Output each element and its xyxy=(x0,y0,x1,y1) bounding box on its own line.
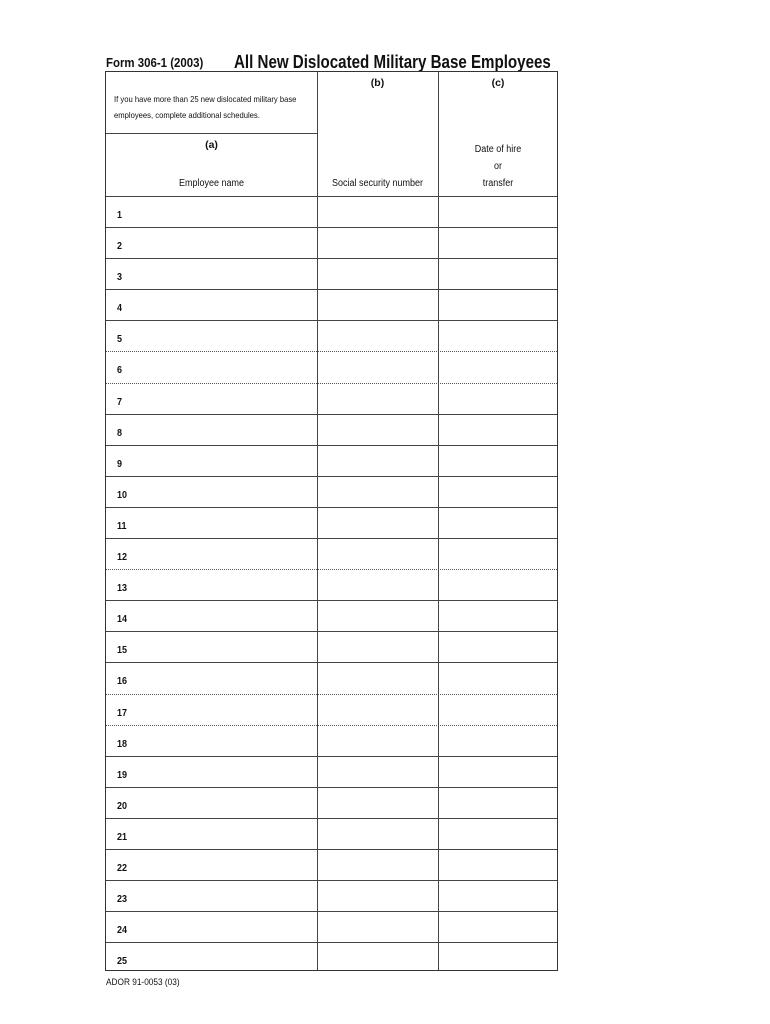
date-of-hire-cell[interactable] xyxy=(438,197,558,227)
ssn-cell[interactable] xyxy=(317,788,438,818)
date-of-hire-cell[interactable] xyxy=(438,508,558,538)
row-number: 10 xyxy=(117,489,128,501)
date-of-hire-cell[interactable] xyxy=(438,290,558,320)
ssn-cell[interactable] xyxy=(317,290,438,320)
column-b-label: Social security number xyxy=(331,178,424,189)
table-row xyxy=(106,351,557,382)
table-row xyxy=(106,445,557,476)
table-row xyxy=(106,694,557,725)
table-row xyxy=(106,818,557,849)
date-of-hire-cell[interactable] xyxy=(438,446,558,476)
row-number: 16 xyxy=(117,676,128,688)
ssn-cell[interactable] xyxy=(317,663,438,693)
table-row xyxy=(106,414,557,445)
employee-name-cell[interactable] xyxy=(106,290,317,320)
row-number: 19 xyxy=(117,769,128,781)
row-number: 7 xyxy=(117,396,123,408)
column-a-letter: (a) xyxy=(205,139,218,151)
row-number: 8 xyxy=(117,427,123,439)
date-of-hire-cell[interactable] xyxy=(438,726,558,756)
date-of-hire-cell[interactable] xyxy=(438,415,558,445)
date-of-hire-cell[interactable] xyxy=(438,757,558,787)
ssn-cell[interactable] xyxy=(317,881,438,911)
date-of-hire-cell[interactable] xyxy=(438,259,558,289)
ssn-cell[interactable] xyxy=(317,819,438,849)
column-a-header xyxy=(106,136,317,196)
column-c-label-line2: or xyxy=(493,161,503,172)
date-of-hire-cell[interactable] xyxy=(438,539,558,569)
form-title: All New Dislocated Military Base Employees xyxy=(234,52,551,72)
employee-name-cell[interactable] xyxy=(106,415,317,445)
employee-name-cell[interactable] xyxy=(106,477,317,507)
row-number: 3 xyxy=(117,272,123,284)
date-of-hire-cell[interactable] xyxy=(438,943,558,973)
employee-name-cell[interactable] xyxy=(106,259,317,289)
date-of-hire-cell[interactable] xyxy=(438,788,558,818)
ssn-cell[interactable] xyxy=(317,321,438,351)
employee-name-cell[interactable] xyxy=(106,881,317,911)
ssn-cell[interactable] xyxy=(317,943,438,973)
table-row xyxy=(106,569,557,600)
employee-name-cell[interactable] xyxy=(106,601,317,631)
table-row xyxy=(106,849,557,880)
table-row xyxy=(106,662,557,693)
ssn-cell[interactable] xyxy=(317,352,438,382)
form-id: Form 306-1 (2003) xyxy=(106,55,204,70)
row-number: 21 xyxy=(117,831,128,843)
employee-name-cell[interactable] xyxy=(106,197,317,227)
table-row xyxy=(106,942,557,973)
employee-name-cell[interactable] xyxy=(106,384,317,414)
ssn-cell[interactable] xyxy=(317,228,438,258)
table-row xyxy=(106,787,557,818)
ssn-cell[interactable] xyxy=(317,757,438,787)
ssn-cell[interactable] xyxy=(317,384,438,414)
date-of-hire-cell[interactable] xyxy=(438,228,558,258)
table-row xyxy=(106,383,557,414)
table-row xyxy=(106,320,557,351)
row-number: 24 xyxy=(117,925,128,937)
employee-name-cell[interactable] xyxy=(106,819,317,849)
employee-name-cell[interactable] xyxy=(106,632,317,662)
employee-name-cell[interactable] xyxy=(106,508,317,538)
row-number: 4 xyxy=(117,303,123,315)
table-row xyxy=(106,476,557,507)
employee-table xyxy=(105,71,558,971)
row-number: 5 xyxy=(117,334,123,346)
date-of-hire-cell[interactable] xyxy=(438,570,558,600)
table-rows xyxy=(106,196,557,973)
ssn-cell[interactable] xyxy=(317,570,438,600)
date-of-hire-cell[interactable] xyxy=(438,352,558,382)
row-number: 13 xyxy=(117,583,128,595)
column-c-label-line3: transfer xyxy=(482,178,514,189)
row-number: 2 xyxy=(117,241,123,253)
ssn-cell[interactable] xyxy=(317,197,438,227)
ssn-cell[interactable] xyxy=(317,850,438,880)
date-of-hire-cell[interactable] xyxy=(438,477,558,507)
table-row xyxy=(106,911,557,942)
employee-name-cell[interactable] xyxy=(106,726,317,756)
ssn-cell[interactable] xyxy=(317,632,438,662)
column-c-header xyxy=(438,72,558,196)
employee-name-cell[interactable] xyxy=(106,943,317,973)
ssn-cell[interactable] xyxy=(317,539,438,569)
date-of-hire-cell[interactable] xyxy=(438,695,558,725)
table-row xyxy=(106,600,557,631)
employee-name-cell[interactable] xyxy=(106,788,317,818)
instruction-note: If you have more than 25 new dislocated military base employees, complete additional schedules. xyxy=(114,94,297,120)
row-number: 22 xyxy=(117,862,128,874)
employee-name-cell[interactable] xyxy=(106,695,317,725)
column-c-letter: (c) xyxy=(491,77,505,89)
employee-name-cell[interactable] xyxy=(106,912,317,942)
row-number: 1 xyxy=(117,210,123,221)
date-of-hire-cell[interactable] xyxy=(438,819,558,849)
row-number: 6 xyxy=(117,365,123,377)
column-b-letter: (b) xyxy=(370,77,385,89)
employee-name-cell[interactable] xyxy=(106,539,317,569)
row-number: 14 xyxy=(117,614,128,626)
date-of-hire-cell[interactable] xyxy=(438,632,558,662)
employee-name-cell[interactable] xyxy=(106,446,317,476)
ssn-cell[interactable] xyxy=(317,446,438,476)
table-row xyxy=(106,289,557,320)
table-row xyxy=(106,538,557,569)
row-number: 23 xyxy=(117,894,128,906)
row-number: 11 xyxy=(117,520,127,532)
form-footer: ADOR 91-0053 (03) xyxy=(106,977,180,987)
employee-name-cell[interactable] xyxy=(106,757,317,787)
date-of-hire-cell[interactable] xyxy=(438,601,558,631)
ssn-cell[interactable] xyxy=(317,415,438,445)
date-of-hire-cell[interactable] xyxy=(438,663,558,693)
employee-name-cell[interactable] xyxy=(106,850,317,880)
employee-name-cell[interactable] xyxy=(106,321,317,351)
date-of-hire-cell[interactable] xyxy=(438,384,558,414)
ssn-cell[interactable] xyxy=(317,508,438,538)
ssn-cell[interactable] xyxy=(317,912,438,942)
employee-name-cell[interactable] xyxy=(106,570,317,600)
date-of-hire-cell[interactable] xyxy=(438,850,558,880)
row-number: 17 xyxy=(117,707,128,719)
table-row xyxy=(106,756,557,787)
ssn-cell[interactable] xyxy=(317,477,438,507)
column-c-label-line1: Date of hire xyxy=(474,144,522,155)
ssn-cell[interactable] xyxy=(317,601,438,631)
ssn-cell[interactable] xyxy=(317,695,438,725)
row-number: 9 xyxy=(117,458,123,470)
row-number: 15 xyxy=(117,645,128,657)
row-number: 25 xyxy=(117,956,128,968)
table-row xyxy=(106,507,557,538)
table-row xyxy=(106,258,557,289)
column-b-header xyxy=(317,72,438,196)
column-a-label: Employee name xyxy=(178,178,245,189)
row-number: 12 xyxy=(117,552,128,564)
ssn-cell[interactable] xyxy=(317,726,438,756)
employee-name-cell[interactable] xyxy=(106,352,317,382)
table-row xyxy=(106,196,557,227)
date-of-hire-cell[interactable] xyxy=(438,321,558,351)
table-row xyxy=(106,725,557,756)
employee-name-cell[interactable] xyxy=(106,663,317,693)
table-row xyxy=(106,880,557,911)
row-number: 20 xyxy=(117,800,128,812)
employee-name-cell[interactable] xyxy=(106,228,317,258)
date-of-hire-cell[interactable] xyxy=(438,881,558,911)
table-row xyxy=(106,631,557,662)
ssn-cell[interactable] xyxy=(317,259,438,289)
date-of-hire-cell[interactable] xyxy=(438,912,558,942)
row-number: 18 xyxy=(117,738,128,750)
header-divider xyxy=(106,133,317,134)
table-row xyxy=(106,227,557,258)
